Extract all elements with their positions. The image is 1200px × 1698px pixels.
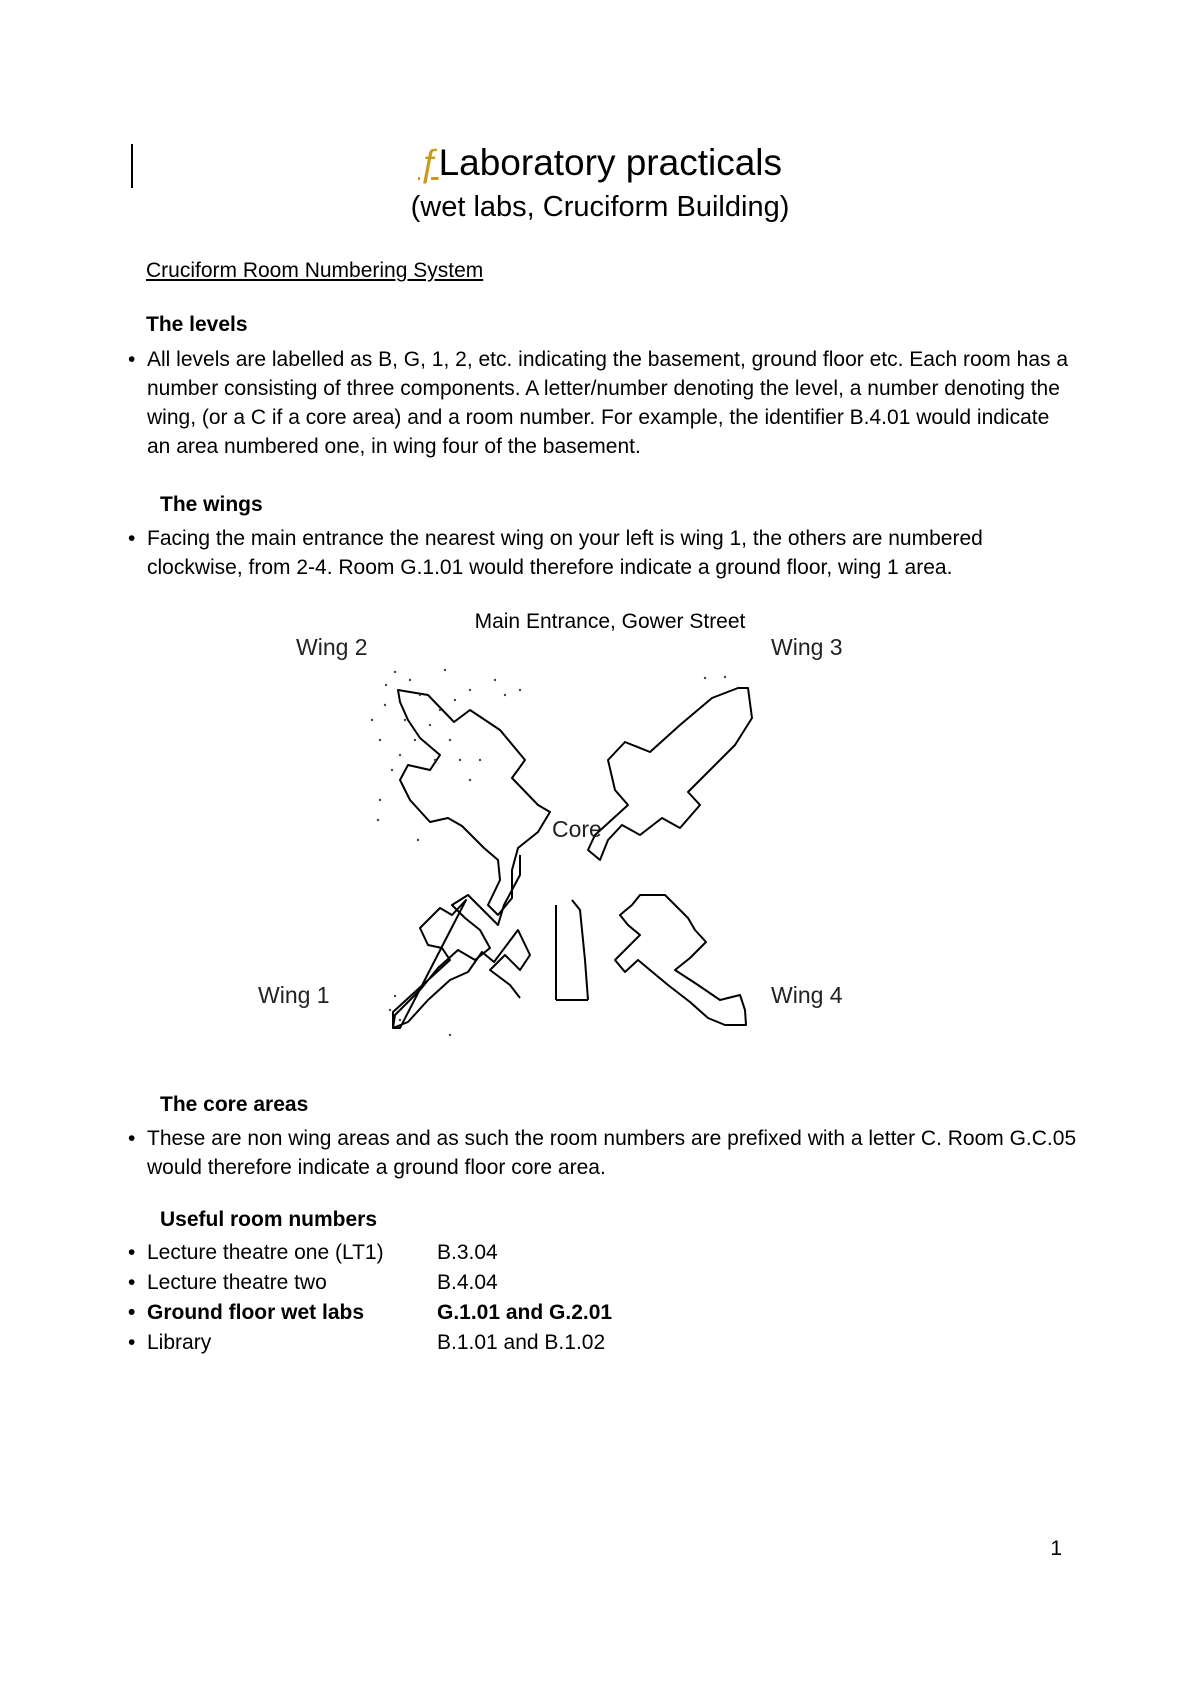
room-row [128, 1298, 828, 1327]
bullet-dot: • [128, 1241, 136, 1264]
core-areas-heading: The core areas [160, 1093, 309, 1116]
page-number: 1 [1050, 1537, 1062, 1560]
wings-heading: The wings [160, 493, 263, 516]
wing1-outline [393, 855, 530, 1028]
bullet-dot: • [128, 1331, 136, 1354]
wing2-outline [398, 690, 550, 915]
bullet-dot: • [128, 348, 136, 371]
wing4-outline [615, 895, 746, 1025]
room-row [128, 1268, 828, 1297]
bullet-dot: • [128, 1301, 136, 1324]
wings-text: Facing the main entrance the nearest wing on your left is wing 1, the others are numbered clockwise, from 2-4. Room G.1.01 would therefore indicate a ground floor, wing 1 area. [147, 527, 983, 579]
title-glyph: ƒ [417, 142, 439, 183]
levels-heading: The levels [146, 313, 248, 336]
room-number: B.4.04 [437, 1271, 498, 1294]
entrance-label: Main Entrance, Gower Street [474, 610, 746, 633]
levels-text: All levels are labelled as B, G, 1, 2, etc. indicating the basement, ground floor etc. Each room has a number consisting of three components. A letter/number denoting the level, a number denoting the wing, (or a C if a core area) and a room number. For example, the identifier B.4.01 would indicate an area numbered one, in wing four of the basement. [147, 348, 1069, 458]
room-number: B.1.01 and B.1.02 [437, 1331, 606, 1354]
core-corridor [556, 900, 588, 1000]
core-areas-text: These are non wing areas and as such the room numbers are prefixed with a letter C. Room G.C.05 would therefore indicate a ground floor core area. [147, 1127, 1077, 1179]
page-subtitle: (wet labs, Cruciform Building) [410, 191, 790, 223]
wing3-outline [588, 688, 752, 860]
wing1-label: Wing 1 [258, 982, 330, 1008]
room-number: G.1.01 and G.2.01 [437, 1301, 613, 1324]
core-areas-bullet [128, 1124, 1078, 1182]
wing2-label: Wing 2 [296, 634, 368, 660]
room-name: Library [147, 1331, 212, 1354]
room-name: Ground floor wet labs [147, 1301, 365, 1324]
section-heading: Cruciform Room Numbering System [146, 259, 484, 282]
useful-heading: Useful room numbers [160, 1208, 378, 1231]
room-row [128, 1328, 828, 1357]
room-row [128, 1238, 828, 1267]
wing4-label: Wing 4 [771, 982, 843, 1008]
bullet-dot: • [128, 527, 136, 550]
room-name: Lecture theatre one (LT1) [147, 1241, 384, 1264]
core-label: Core [552, 816, 602, 842]
bullet-dot: • [128, 1127, 136, 1150]
room-number: B.3.04 [437, 1241, 498, 1264]
title-main-text: Laboratory practicals [438, 142, 783, 183]
bullet-dot: • [128, 1271, 136, 1294]
wing3-label: Wing 3 [771, 634, 843, 660]
room-name: Lecture theatre two [147, 1271, 327, 1294]
